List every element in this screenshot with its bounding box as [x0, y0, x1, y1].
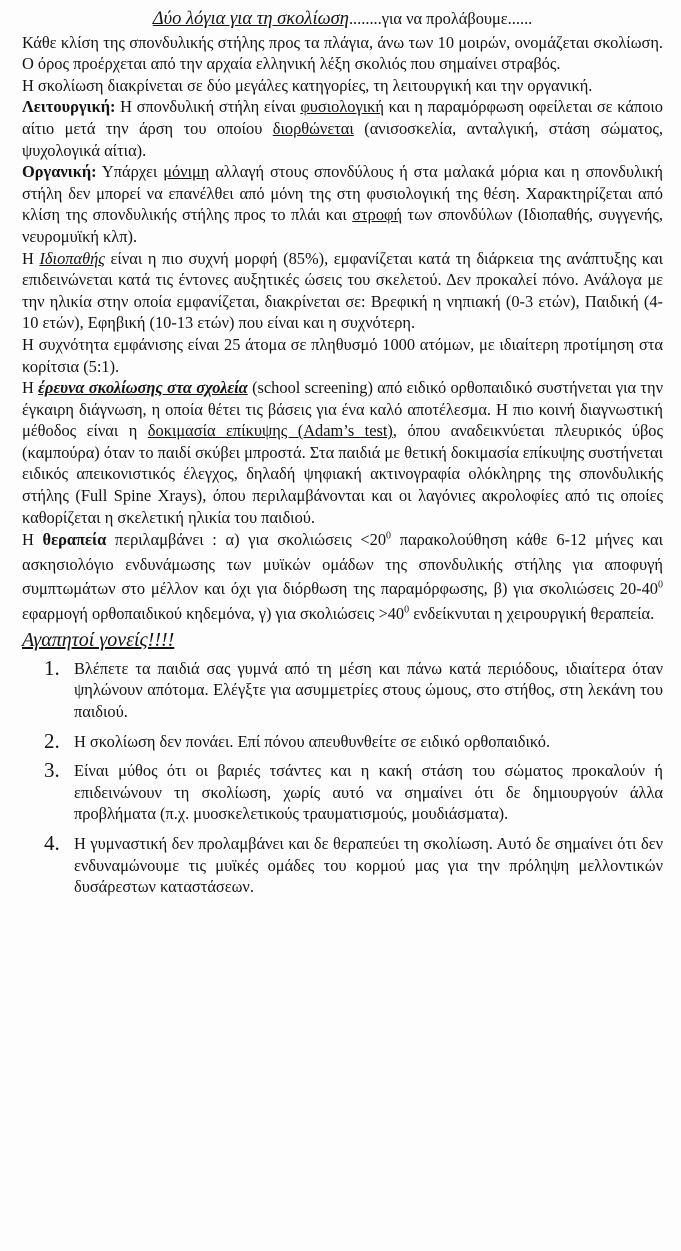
therapy-text-3: παρακολούθηση κάθε 6-12 μήνες και ασκησιολόγιο ενδυνάμωσης των μυϊκών ομάδων της σπονδυλικής στήλης για αποφυγή συμπτωμάτων στο μέλλον και όχι για διόρθωση της παραμόρφωσης, β) για σκολιώσεις 20-40 — [22, 530, 663, 599]
organic-text-2: αλλαγή στους σπονδύλους ή στα μαλακά μόρια και η σπονδυλική στήλη δεν μπορεί να επανέλθει από μόνη της στη φυσιολογική της θέση. Χαρακτηρίζεται από κλίση της σπονδυλικής στήλης προς το πλάι και — [22, 162, 663, 225]
list-item-text: Είναι μύθος ότι οι βαριές τσάντες και η κακή στάση του σώματος προκαλούν ή επιδεινώνουν τη σκολίωση, χωρίς αυτό να σημαίνει ότι δε δημιουργούν άλλα προβλήματα (π.χ. μυοσκελετικούς τραυματισμούς, μουδιάσματα). — [74, 761, 663, 824]
document-title — [22, 8, 663, 31]
functional-label: Λειτουργική: — [22, 97, 116, 117]
organic-text-3: των σπονδύλων (Ιδιοπαθής, συγγενής, νευρομυϊκή κλπ). — [22, 205, 663, 246]
therapy-term: θεραπεία — [42, 530, 107, 550]
functional-text-1: Η σπονδυλική στήλη είναι — [115, 97, 301, 117]
list-item-text: Βλέπετε τα παιδιά σας γυμνά από τη μέση και πάνω κατά περιόδους, ιδιαίτερα όταν ψηλώνουν απότομα. Ελέγξτε για ασυμμετρίες στους ώμους, στο στήθος, στη λεκάνη του παιδιού. — [74, 658, 663, 722]
frequency-paragraph: Η συχνότητα εμφάνισης είναι 25 άτομα σε πληθυσμό 1000 ατόμων, με ιδιαίτερη προτίμηση στα κορίτσια (5:1). — [22, 334, 663, 376]
therapy-text-5: ενδείκνυται η χειρουργική θεραπεία. — [409, 603, 655, 623]
list-number: 4. — [44, 831, 60, 855]
organic-underline-2: στροφή — [352, 205, 403, 225]
therapy-paragraph — [22, 528, 663, 626]
list-item — [22, 833, 663, 898]
organic-label: Οργανική: — [22, 162, 97, 182]
functional-underline-2: διορθώνεται — [272, 118, 354, 138]
degree-sup-3: 0 — [404, 604, 410, 616]
organic-text-1: Υπάρχει — [96, 162, 164, 182]
therapy-text-2: περιλαμβάνει : α) για σκολιώσεις <20 — [106, 530, 387, 550]
screening-text-2: (school screening) από ειδικό ορθοπαιδικό συστήνεται για την έγκαιρη διάγνωση, η οποία θέτει τις βάσεις για ένα καλό αποτέλεσμα. Η πιο κοινή διαγνωστική μέθοδος είναι η — [22, 378, 663, 441]
list-number: 1. — [44, 655, 60, 680]
parents-heading: Αγαπητοί γονείς!!!! — [22, 629, 175, 652]
title-main: Δύο λόγια για τη σκολίωση — [152, 9, 349, 29]
degree-sup-2: 0 — [658, 579, 663, 591]
organic-underline-1: μόνιμη — [163, 162, 210, 182]
idiopathic-term: Ιδιοπαθής — [39, 248, 105, 268]
intro-paragraph-1: Κάθε κλίση της σπονδυλικής στήλης προς τα πλάγια, άνω των 10 μοιρών, ονομάζεται σκολίωση. Ο όρος προέρχεται από την αρχαία ελληνική λέξη σκολιός που σημαίνει στραβός. — [22, 32, 663, 74]
advice-list — [22, 655, 663, 898]
list-item — [22, 655, 663, 723]
therapy-text-4: εφαρμογή ορθοπαιδικού κηδεμόνα, γ) για σκολιώσεις >40 — [22, 603, 405, 623]
screening-text-3: , όπου αναδεικνύεται πλευρικός ύβος (καμπούρα) όταν το παιδί σκύβει μπροστά. Στα παιδιά με θετική δοκιμασία επίκυψης συστήνεται ειδικός απεικονιστικός έλεγχος, δηλαδή ψηφιακή ακτινογραφία ολόκληρης της σπονδυλικής στήλης (Full Spine Xrays), όπου περιλαμβάνονται και οι λαγόνιες ακρολοφίες από τις οποίες καθορίζεται η σκελετική ηλικία του παιδιού. — [22, 421, 663, 527]
functional-underline-1: φυσιολογική — [300, 97, 384, 117]
list-number: 2. — [44, 728, 60, 753]
adams-test-term: δοκιμασία επίκυψης (Adam’s test) — [147, 421, 393, 441]
list-number: 3. — [44, 758, 60, 783]
intro-paragraph-2: Η σκολίωση διακρίνεται σε δύο μεγάλες κατηγορίες, τη λειτουργική και την οργανική. — [22, 75, 593, 95]
functional-text-3: (ανισοσκελία, ανταλγική, στάση σώματος, ψυχολογικά αίτια). — [22, 118, 663, 160]
idiopathic-paragraph — [22, 248, 663, 334]
organic-paragraph — [22, 161, 663, 247]
functional-text-2: και η παραμόρφωση οφείλεται σε κάποιο αίτιο μετά την άρση του οποίου — [22, 97, 664, 138]
degree-sup-1: 0 — [386, 530, 392, 542]
list-item — [22, 760, 663, 825]
list-item-text: Η γυμναστική δεν προλαμβάνει και δε θεραπεύει τη σκολίωση. Αυτό δε σημαίνει ότι δεν ενδυναμώνουμε τις μυϊκές ομάδες του κορμού μας για την πρόληψη μελλοντικών δυσάρεστων καταστάσεων. — [74, 834, 663, 897]
list-item-text: Η σκολίωση δεν πονάει. Επί πόνου απευθυνθείτε σε ειδικό ορθοπαιδικό. — [74, 731, 551, 751]
idiopathic-text-2: είναι η πιο συχνή μορφή (85%), εμφανίζεται κατά τη διάρκεια της ανάπτυξης και επιδεινώνεται κατά τις έντονες αυξητικές ώσεις του σκελετού. Δεν προκαλεί πόνο. Ανάλογα με την ηλικία στην οποία εμφανίζεται, διακρίνεται σε: Βρεφική η νηπιακή (0-3 ετών), Παιδική (4-10 ετών), Εφηβική (10-13 ετών) που είναι και η συχνότερη. — [22, 248, 663, 333]
idiopathic-text-1: Η — [22, 248, 40, 268]
list-item — [22, 728, 663, 753]
functional-paragraph — [22, 96, 663, 161]
title-tail: ........για να προλάβουμε...... — [348, 9, 533, 28]
screening-text-1: Η — [22, 378, 39, 398]
screening-paragraph — [22, 377, 663, 528]
therapy-text-1: Η — [22, 530, 43, 550]
screening-term: έρευνα σκολίωσης στα σχολεία — [38, 378, 248, 398]
